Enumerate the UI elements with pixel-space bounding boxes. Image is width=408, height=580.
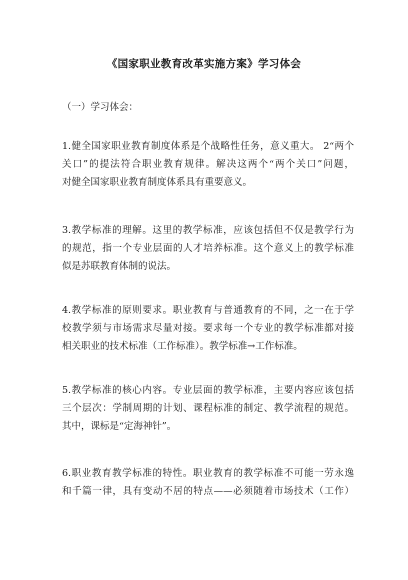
- paragraph-1: [62, 138, 354, 192]
- paragraph-line: 4.教学标准的原则要求。职业教育与普通教育的不同，之一在于学: [62, 305, 354, 316]
- paragraph-line: 其中，课标是“定海神针”。: [62, 421, 177, 432]
- paragraph-line: 和千篇一律，具有变动不居的特点——必须随着市场技术（工作）: [62, 486, 354, 497]
- paragraph-5: [62, 465, 354, 501]
- paragraph-line: 相关职业的技术标准（工作标准）。教学标准→工作标准。: [62, 341, 303, 352]
- paragraph-line: 对健全国家职业教育制度体系具有重要意义。: [62, 177, 253, 188]
- paragraph-line: 校教学须与市场需求尽量对接。要求每一个专业的教学标准都对接: [62, 323, 354, 334]
- paragraph-4: [62, 382, 354, 436]
- paragraph-line: 1.健全国家职业教育制度体系是个战略性任务，意义重大。 2“两个: [62, 141, 354, 152]
- paragraph-line: 5.教学标准的核心内容。专业层面的教学标准，主要内容应该包括: [62, 385, 354, 396]
- paragraph-line: 似是苏联教育体制的说法。: [62, 261, 177, 272]
- paragraph-line: 的规范，指一个专业层面的人才培养标准。这个意义上的教学标准: [62, 243, 354, 254]
- paragraph-3: [62, 302, 354, 356]
- document-title: 《国家职业教育改革实施方案》学习体会: [106, 58, 302, 70]
- paragraph-2: [62, 222, 354, 276]
- paragraph-line: 关口”的提法符合职业教育规律。解决这两个“两个关口”问题，: [62, 159, 354, 170]
- paragraph-line: 6.职业教育教学标准的特性。职业教育的教学标准不可能一劳永逸: [62, 468, 354, 479]
- paragraph-line: 3.教学标准的理解。这里的教学标准，应该包括但不仅是教学行为: [62, 225, 354, 236]
- section-heading: （一）学习体会：: [62, 102, 139, 113]
- paragraph-line: 三个层次：学制周期的计划、课程标准的制定、教学流程的规范。: [62, 403, 354, 414]
